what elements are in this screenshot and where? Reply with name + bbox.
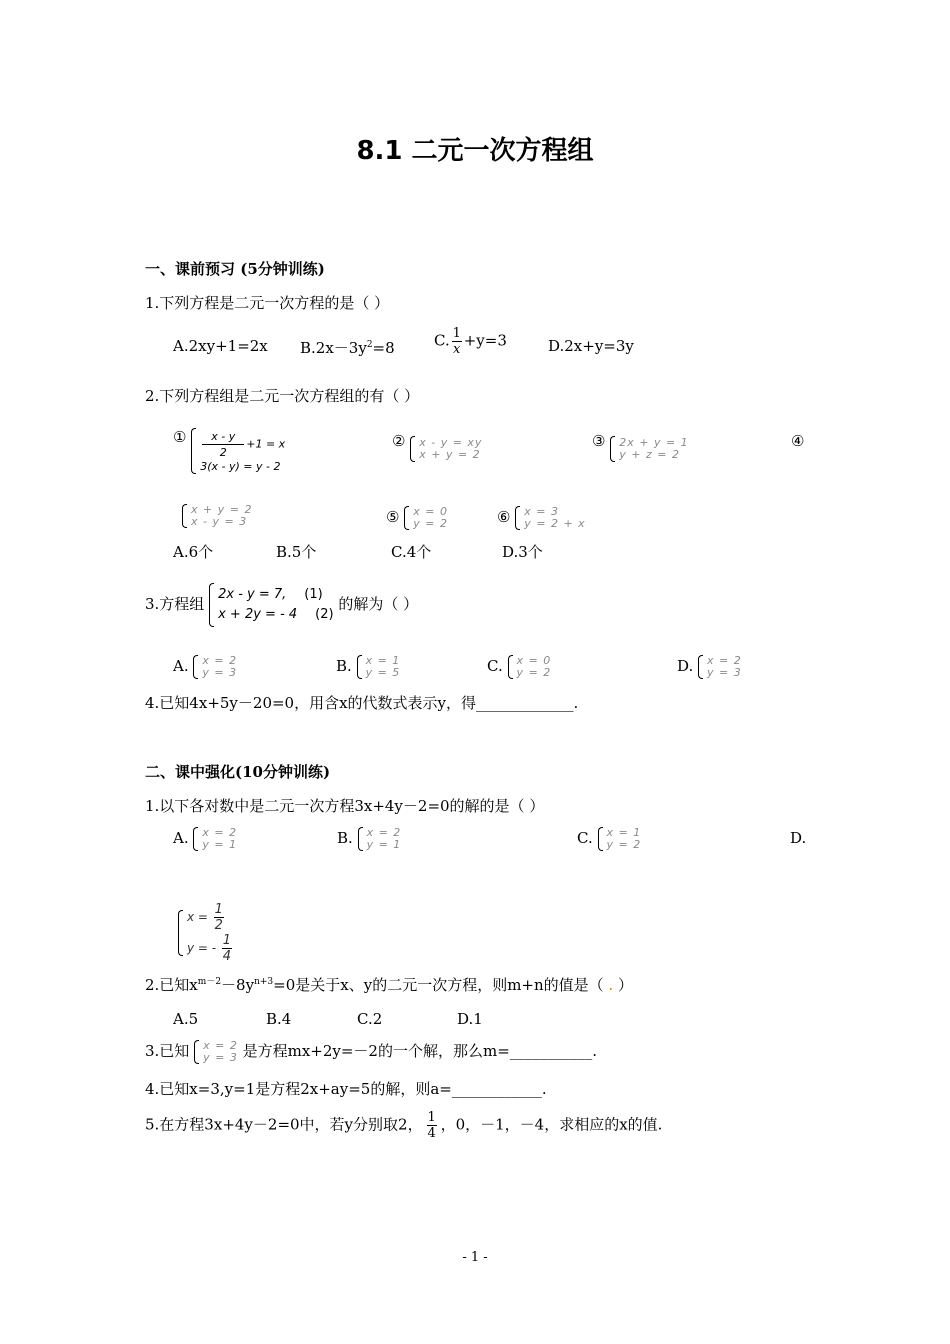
s1-q2-system-6: ⑥ x = 3 y = 2 + x — [497, 505, 586, 530]
s1-q2-option-b: B.5个 — [276, 543, 317, 561]
s2-q1-option-b: B. x = 2 y = 1 — [337, 826, 402, 851]
s1-q2-marker-4: ④ — [791, 432, 805, 450]
s1-q3-option-a: A. x = 2 y = 3 — [173, 654, 238, 679]
s1-q2-system-4: x + y = 2 x - y = 3 — [182, 504, 252, 528]
s2-q1-text: 1.以下各对数中是二元一次方程3x+4y－2=0的解的是（ ） — [145, 797, 545, 815]
s1-q2-text: 2.下列方程组是二元一次方程组的有（ ） — [145, 387, 420, 405]
s1-q2-system-3: ③ 2x + y = 1 y + z = 2 — [592, 432, 689, 461]
s2-q2-text: 2.已知$x^{m-2}-8y^{n+3}=0$是关于x、y的二元一次方程，则m+n的值是（ . ） — [145, 976, 633, 994]
s2-q1-option-d-system: x = $\frac{1}{2}$ y = - $\frac{1}{4}$ — [178, 902, 234, 964]
s2-q1-option-d: D. — [790, 829, 807, 847]
s1-q2-option-d: D.3个 — [502, 543, 543, 561]
s1-q3: 3.方程组 2x - y = 7, (1) x + 2y = - 4 (2) 的解为（ ） — [145, 583, 418, 627]
s2-q3: 3.已知 x = 2 y = 3 是方程mx+2y=－2的一个解，那么m=___________. — [145, 1039, 598, 1064]
s2-q4: 4.已知x=3,y=1是方程2x+ay=5的解，则a=____________. — [145, 1080, 547, 1098]
s1-q2-system-1: ① $\frac{x - y}{2}$ +1 = x 3(x - y) = y - 2 — [173, 428, 286, 473]
s2-q2-option-c: C.2 — [357, 1010, 383, 1028]
s2-q2-option-a: A.5 — [173, 1010, 199, 1028]
s1-q2-system-5: ⑤ x = 0 y = 2 — [386, 505, 448, 530]
page-number: - 1 - — [462, 1250, 488, 1265]
s1-q3-option-c: C. x = 0 y = 2 — [487, 654, 552, 679]
s1-q3-option-b: B. x = 1 y = 5 — [336, 654, 401, 679]
section1-heading: 一、课前预习 (5分钟训练) — [145, 260, 325, 278]
s1-q1-option-c: C. $\frac{1}{x}$ +y=3 — [434, 326, 507, 357]
page-title: 8.1 二元一次方程组 — [356, 136, 594, 166]
section2-heading: 二、课中强化(10分钟训练) — [145, 763, 331, 781]
s1-q2-option-c: C.4个 — [391, 543, 432, 561]
s1-q1-option-b: $B.2x-3y^2=8$ — [300, 339, 395, 357]
s2-q5: 5.在方程3x+4y－2=0中，若y分别取2， $\frac{1}{4}$ ，0，－1，－4，求相应的x的值. — [145, 1110, 663, 1141]
s2-q2-option-b: B.4 — [266, 1010, 292, 1028]
s1-q2-system-2: ② x - y = xy x + y = 2 — [392, 432, 483, 461]
s1-q4: 4.已知4x+5y－20=0，用含x的代数式表示y，得_____________. — [145, 694, 579, 712]
s1-q1-text: 1.下列方程是二元一次方程的是（ ） — [145, 294, 390, 312]
s2-q1-option-a: A. x = 2 y = 1 — [173, 826, 238, 851]
s1-q3-option-d: D. x = 2 y = 3 — [677, 654, 742, 679]
s1-q1-option-d: D.2x+y=3y — [548, 337, 634, 355]
s1-q2-option-a: A.6个 — [173, 543, 214, 561]
s1-q1-option-a: A.2xy+1=2x — [173, 337, 268, 355]
s2-q1-option-c: C. x = 1 y = 2 — [577, 826, 642, 851]
s2-q2-option-d: D.1 — [457, 1010, 483, 1028]
